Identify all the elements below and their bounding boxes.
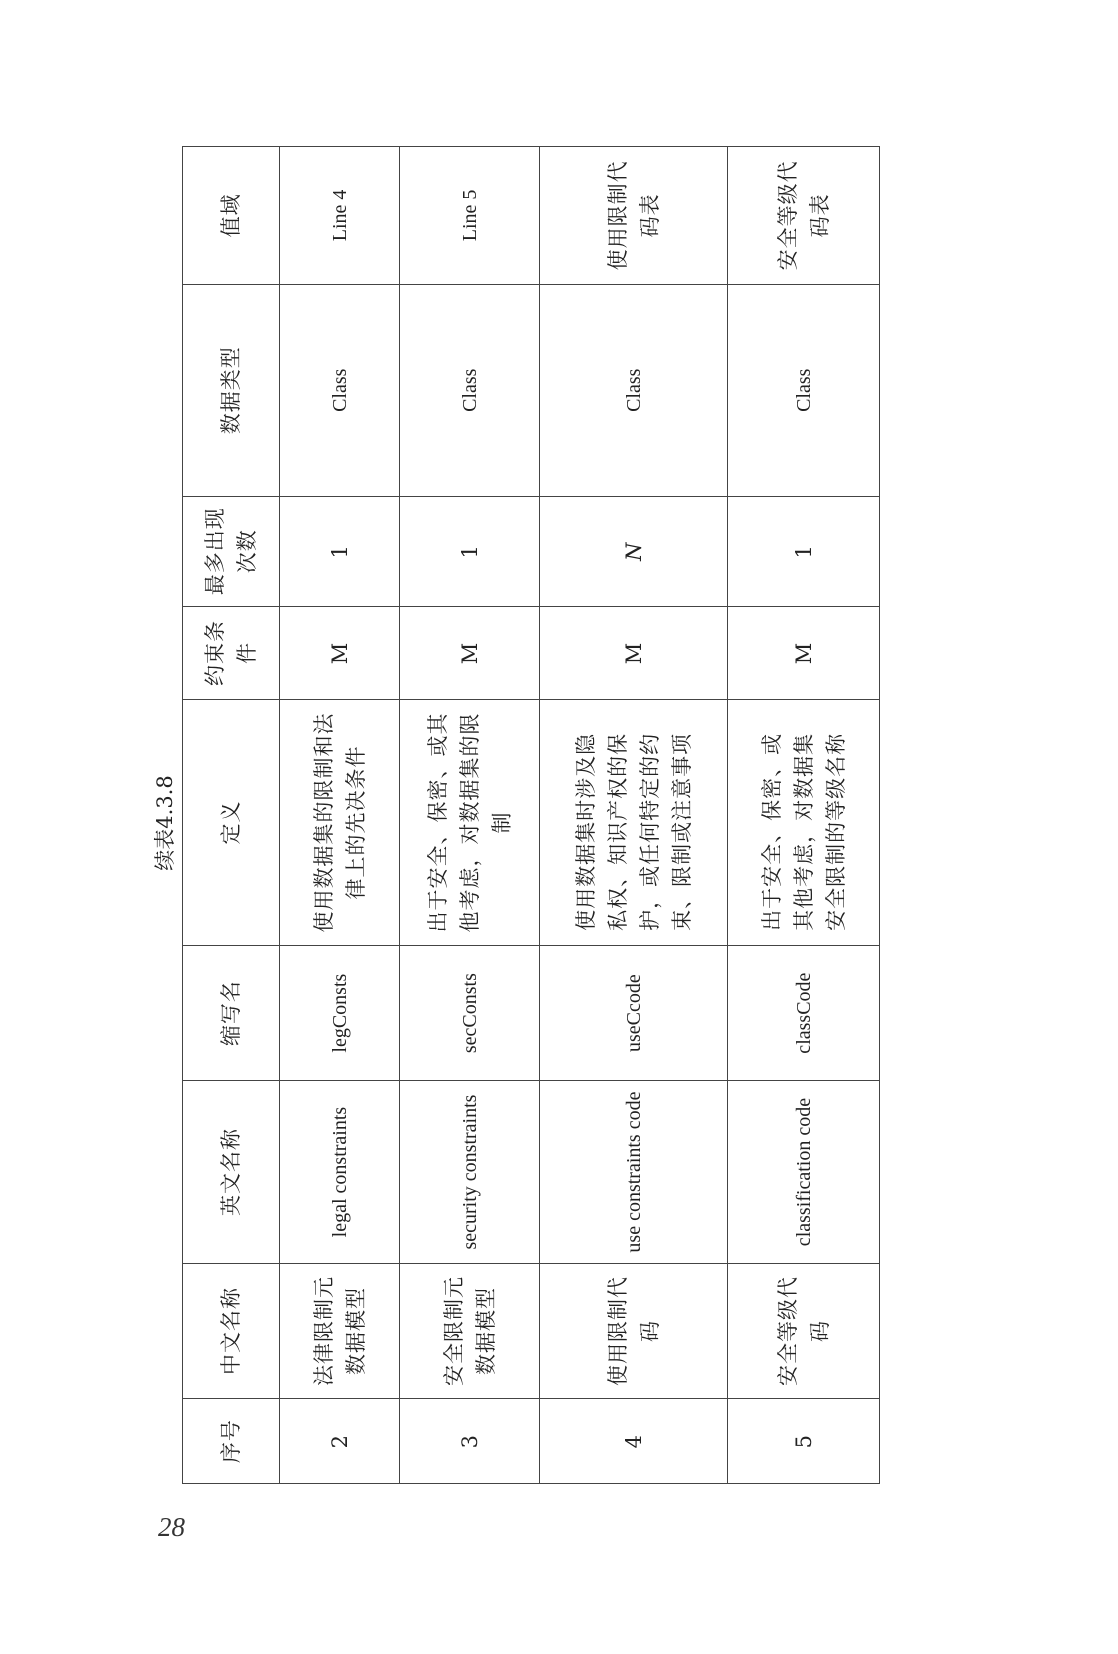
cell-abbr: secConsts: [400, 945, 540, 1081]
cell-data-type: Class: [280, 284, 400, 496]
cell-max-occurrence: 1: [728, 496, 880, 606]
header-cell: 中文名称: [183, 1263, 280, 1399]
table-header-row: [183, 147, 280, 1484]
cell-en-name: legal constraints: [280, 1081, 400, 1263]
header-cell: 值域: [183, 147, 280, 285]
cell-cn-name: 安全等级代码: [728, 1263, 880, 1399]
table-row: [400, 147, 540, 1484]
table-row: [540, 147, 728, 1484]
cell-no: 5: [728, 1399, 880, 1484]
header-cell: 英文名称: [183, 1081, 280, 1263]
cell-definition: 使用数据集的限制和法律上的先决条件: [280, 700, 400, 946]
table-caption: 续表4.3.8: [153, 775, 177, 871]
cell-condition: M: [540, 606, 728, 699]
header-cell: 约束条件: [183, 606, 280, 699]
cell-domain: 使用限制代码表: [540, 147, 728, 285]
cell-max-occurrence: 1: [400, 496, 540, 606]
cell-no: 4: [540, 1399, 728, 1484]
cell-abbr: useCcode: [540, 945, 728, 1081]
cell-definition: 使用数据集时涉及隐私权、知识产权的保护，或任何特定的约束、限制或注意事项: [540, 700, 728, 946]
table-row: [280, 147, 400, 1484]
page-number: 28: [158, 1512, 185, 1542]
cell-en-name: use constraints code: [540, 1081, 728, 1263]
cell-domain: Line 4: [280, 147, 400, 285]
header-cell: 定义: [183, 700, 280, 946]
cell-definition: 出于安全、保密、或其他考虑，对数据集的限制: [400, 700, 540, 946]
cell-condition: M: [400, 606, 540, 699]
cell-max-occurrence: N: [540, 496, 728, 606]
table-row: [728, 147, 880, 1484]
cell-max-occurrence: 1: [280, 496, 400, 606]
cell-cn-name: 安全限制元数据模型: [400, 1263, 540, 1399]
metadata-table: [182, 146, 880, 1484]
cell-domain: 安全等级代码表: [728, 147, 880, 285]
header-cell: 最多出现次数: [183, 496, 280, 606]
cell-data-type: Class: [400, 284, 540, 496]
cell-cn-name: 使用限制代码: [540, 1263, 728, 1399]
cell-cn-name: 法律限制元数据模型: [280, 1263, 400, 1399]
header-cell: 数据类型: [183, 284, 280, 496]
cell-condition: M: [728, 606, 880, 699]
cell-abbr: legConsts: [280, 945, 400, 1081]
cell-en-name: classification code: [728, 1081, 880, 1263]
cell-abbr: classCode: [728, 945, 880, 1081]
cell-data-type: Class: [540, 284, 728, 496]
cell-no: 2: [280, 1399, 400, 1484]
cell-condition: M: [280, 606, 400, 699]
header-cell: 缩写名: [183, 945, 280, 1081]
header-cell: 序号: [183, 1399, 280, 1484]
cell-no: 3: [400, 1399, 540, 1484]
cell-data-type: Class: [728, 284, 880, 496]
cell-definition: 出于安全、保密、或其他考虑，对数据集安全限制的等级名称: [728, 700, 880, 946]
cell-domain: Line 5: [400, 147, 540, 285]
cell-en-name: security constraints: [400, 1081, 540, 1263]
